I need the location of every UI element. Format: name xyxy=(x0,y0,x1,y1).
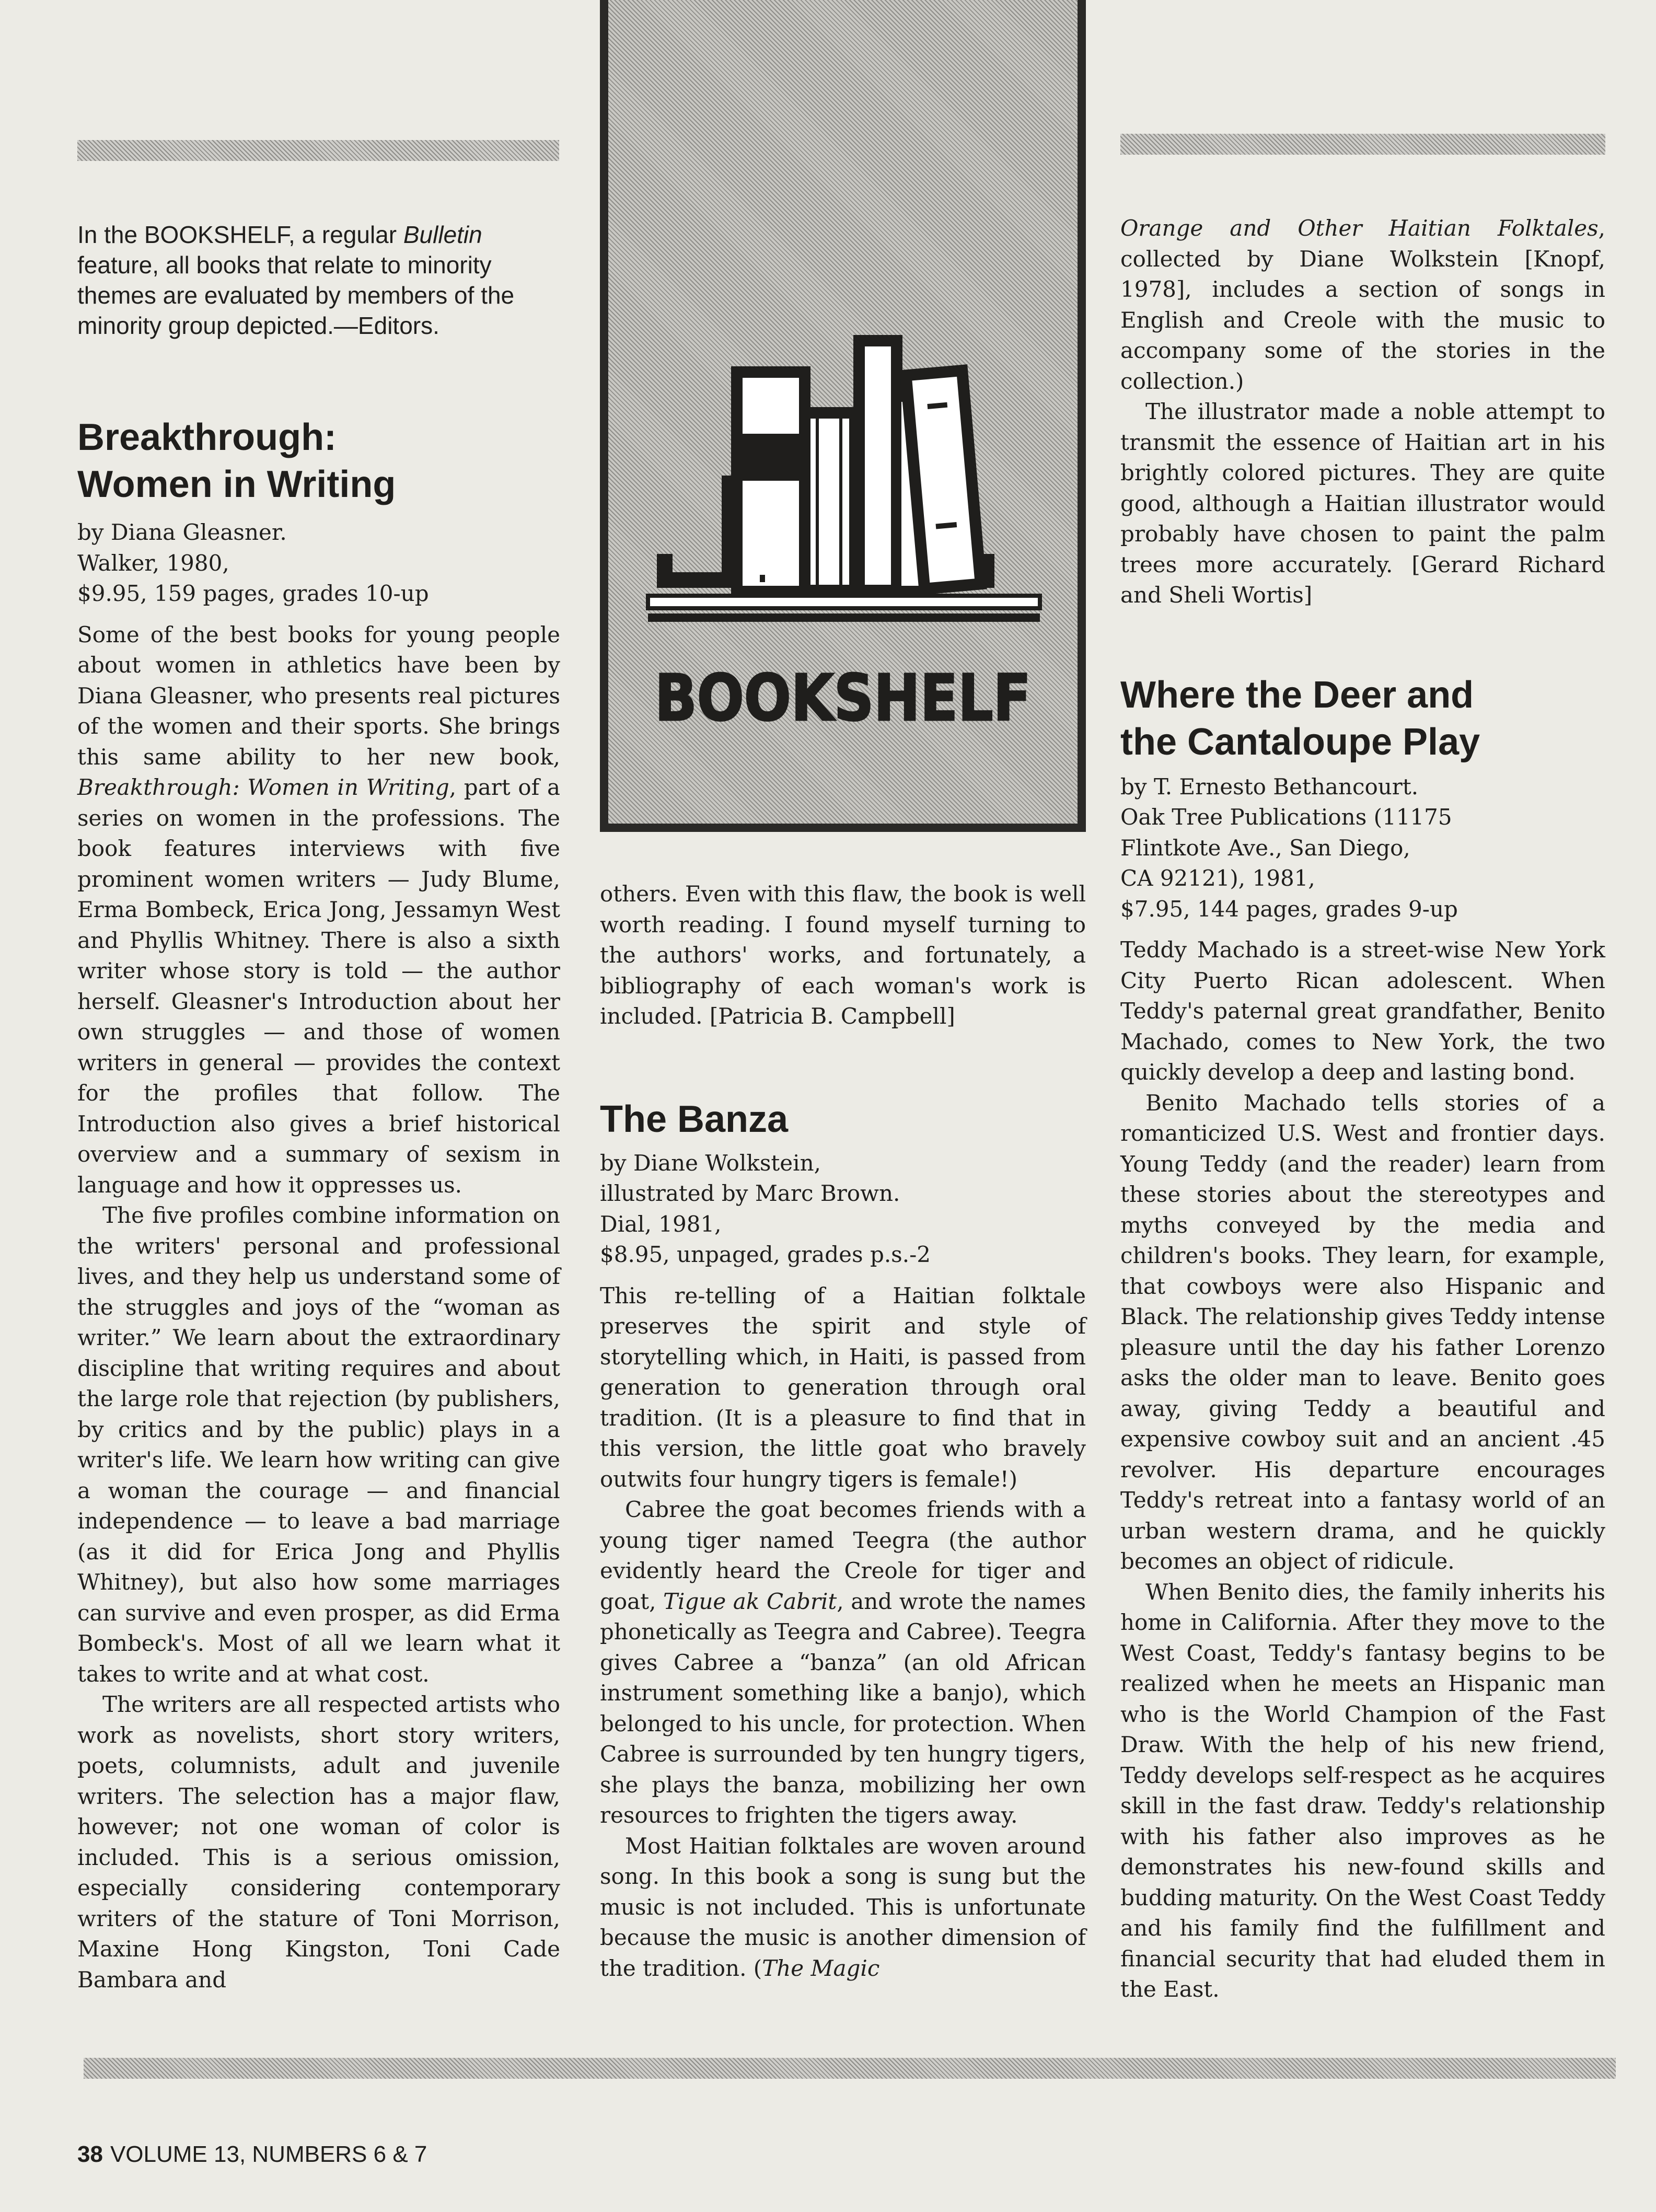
review1-title-line1: Breakthrough: xyxy=(77,416,337,458)
left-column xyxy=(77,219,560,1995)
issue-label: VOLUME 13, NUMBERS 6 & 7 xyxy=(110,2141,427,2167)
review1-paragraph-continued: others. Even with this flaw, the book is well worth reading. I found myself turning to the authors' works, and fortunately, a bibliography of each woman's work is included. [Patricia B. Campbell] xyxy=(600,881,1086,1029)
bookshelf-logo xyxy=(600,0,1086,832)
page-footer xyxy=(77,2141,427,2168)
review1-body xyxy=(77,517,560,1995)
review3-title-line2: the Cantaloupe Play xyxy=(1120,721,1480,763)
review2-meta xyxy=(600,1148,1086,1270)
review3-paragraph-1: Teddy Machado is a street-wise New York City Puerto Rican adolescent. When Teddy's paternal great grandfather, Benito Machado, comes to New York, the two quickly develop a deep and lasting bond. xyxy=(1120,937,1605,1085)
review1-title xyxy=(77,414,560,508)
review1-paragraph-1: Some of the best books for young people about women in athletics have been by Diana Gleasner, who presents real pictures of the women and their sports. She brings this same ability to her new book, Breakthrough: Women in Writing, part of a series on women in the professions. The book features interviews with five prominent women writers — Judy Blume, Erma Bombeck, Erica Jong, Jessamyn West and Phyllis Whitney. There is also a sixth writer whose story is told — the author herself. Gleasner's Introduction about her own struggles — and those of women writers in general — provides the context for the profiles that follow. The Introduction also gives a brief historical overview and a summary of sexism in language and how it oppresses us. xyxy=(77,621,560,1198)
review1-title-line2: Women in Writing xyxy=(77,464,396,505)
review1-paragraph-2: The five profiles combine information on the writers' personal and professional lives, and they help us understand some of the struggles and joys of the “woman as writer.” We learn about the extraordinary discipline that writing requires and about the large role that rejection (by publishers, by critics and by the public) plays in a writer's life. We learn how writing can give a woman the courage — and financial independence — to leave a bad marriage (as it did for Erica Jong and Phyllis Whitney), but also how some marriages can survive and even prosper, as did Erma Bombeck's. Most of all we learn what it takes to write and at what cost. xyxy=(77,1202,560,1687)
review1-price: $9.95, 159 pages, grades 10-up xyxy=(77,581,429,606)
review3-meta xyxy=(1120,772,1605,925)
review1-author: by Diana Gleasner. xyxy=(77,519,287,545)
page-number: 38 xyxy=(77,2141,103,2167)
review2-paragraph-3-continued: Orange and Other Haitian Folktales, collected by Diane Wolkstein [Knopf, 1978], includes a section of songs in English and Creole with the music to accompany some of the stories in the collection.) xyxy=(1120,215,1605,394)
review3-body xyxy=(1120,772,1605,2005)
review2-paragraph-1: This re-telling of a Haitian folktale preserves the spirit and style of storytelling which, in Haiti, is passed from generation to generation through oral tradition. (It is a pleasure to find that in this version, the little goat who bravely outwits four hungry tigers is female!) xyxy=(600,1282,1086,1492)
review3-city: CA 92121), 1981, xyxy=(1120,865,1315,891)
review3-author: by T. Ernesto Bethancourt. xyxy=(1120,773,1419,800)
review3-title xyxy=(1120,671,1605,766)
bottom-rule xyxy=(84,2058,1616,2079)
bookshelf-label: BOOKSHELF xyxy=(655,661,1031,735)
review3-title-line1: Where the Deer and xyxy=(1120,674,1474,716)
right-column xyxy=(1120,213,1605,2005)
review2-body xyxy=(600,1148,1086,1984)
intro-note: In the BOOKSHELF, a regular Bulletin feature, all books that relate to minority themes are evaluated by members of the minority group depicted.—Editors. xyxy=(77,221,515,339)
bookshelf-icon xyxy=(608,0,1078,824)
review2-author: by Diane Wolkstein, xyxy=(600,1150,821,1176)
review3-paragraph-3: When Benito dies, the family inherits his home in California. After they move to the West Coast, Teddy's fantasy begins to be realized when he meets an Hispanic man who is the World Champion of the Fast Draw. With the help of his new friend, Teddy develops self-respect as he acquires skill in the fast draw. Teddy's relationship with his father also improves as he demonstrates his new-found skills and budding maturity. On the West Coast Teddy and his family find the fulfillment and financial security that had eluded them in the East. xyxy=(1120,1579,1605,2002)
review2-paragraph-4: The illustrator made a noble attempt to transmit the essence of Haitian art in his brightly colored pictures. They are quite good, although a Haitian illustrator would probably have chosen to paint the palm trees more accurately. [Gerard Richard and Sheli Wortis] xyxy=(1120,399,1605,608)
review2-illustrator: illustrated by Marc Brown. xyxy=(600,1180,900,1206)
review1-meta xyxy=(77,517,560,609)
top-rule-left xyxy=(77,140,559,161)
review2-title: The Banza xyxy=(600,1098,789,1140)
review2-publisher: Dial, 1981, xyxy=(600,1211,722,1237)
review2-paragraph-2: Cabree the goat becomes friends with a young tiger named Teegra (the author evidently heard the Creole for tiger and goat, Tigue ak Cabrit, and wrote the names phonetically as Teegra and Cabree). Teegra gives Cabree a “banza” (an old African instrument something like a banjo), which belonged to his uncle, for protection. When Cabree is surrounded by ten hungry tigers, she plays the banza, mobilizing her own resources to frighten the tigers away. xyxy=(600,1497,1086,1828)
review2-price: $8.95, unpaged, grades p.s.-2 xyxy=(600,1242,931,1267)
review3-address: Flintkote Ave., San Diego, xyxy=(1120,835,1410,861)
middle-column xyxy=(600,879,1086,1984)
top-rule-right xyxy=(1120,134,1605,155)
review1-paragraph-3: The writers are all respected artists who work as novelists, short story writers, poets, columnists, adult and juvenile writers. The selection has a major flaw, however; not one woman of color is included. This is a serious omission, especially considering contemporary writers of the stature of Toni Morrison, Maxine Hong Kingston, Toni Cade Bambara and xyxy=(77,1692,560,1993)
review3-paragraph-2: Benito Machado tells stories of a romanticized U.S. West and frontier days. Young Teddy (and the reader) learn from these stories about the stereotypes and myths conveyed by the media and children's books. They learn, for example, that cowboys were also Hispanic and Black. The relationship gives Teddy intense pleasure until the day his father Lorenzo asks the older man to leave. Benito goes away, giving Teddy a beautiful and expensive cowboy suit and an ancient .45 revolver. His departure encourages Teddy's retreat into a fantasy world of an urban western drama, and he quickly becomes an object of ridicule. xyxy=(1120,1090,1605,1574)
review1-publisher: Walker, 1980, xyxy=(77,550,229,576)
review3-publisher: Oak Tree Publications (11175 xyxy=(1120,804,1452,830)
review2-paragraph-3: Most Haitian folktales are woven around song. In this book a song is sung but the music is not included. This is unfortunate because the music is another dimension of the tradition. (The Magic xyxy=(600,1833,1086,1981)
review3-price: $7.95, 144 pages, grades 9-up xyxy=(1120,896,1458,922)
